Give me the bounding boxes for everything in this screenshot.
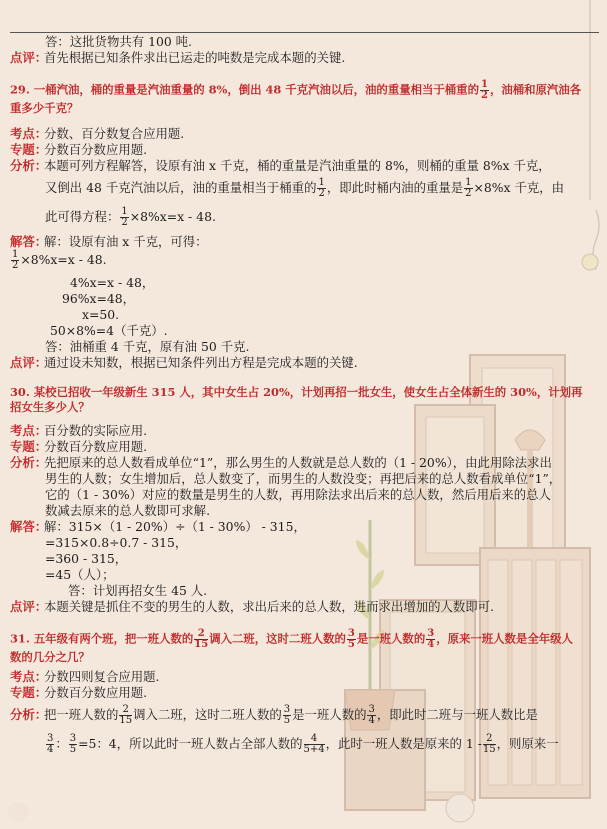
q30-kaodian-row: 考点：百分数的实际应用. <box>10 423 148 438</box>
q30-jieda-line-4: =45（人）； <box>45 567 115 582</box>
question-31-title: 31. 五年级有两个班，把一班人数的 $\frac{2}{15}$ 调入二班，这时二班人数的 $\frac{3}{5}$ 是一班人数的 $\frac{3}{4}$ ，原来一班人数是全年级人 数的几分之几？ <box>10 628 573 664</box>
answer-line: 答：这批货物共有 100 吨. <box>45 34 192 49</box>
q30-dianping-row: 点评：本题关键是抓住不变的男生的人数，求出后来的总人数，进而求出增加的人数即可. <box>10 599 495 614</box>
q30-zhuanti-row: 专题：分数百分数应用题. <box>10 439 148 454</box>
q29-jieda-line-3: 96%x=48， <box>62 291 136 306</box>
q30-fenxi-line-4: 数减去原来的总人数即可求解. <box>45 503 211 518</box>
q29-fenxi-line-3: 此可得方程： $\frac{1}{2}$ ×8%x=x - 48. <box>45 206 216 228</box>
q29-jieda-row: 解答：解：设原有油 x 千克，可得： <box>10 234 208 249</box>
comment-text: 首先根据已知条件求出已运走的吨数是完成本题的关键. <box>44 50 346 65</box>
q30-jieda-line-5: 答：计划再招女生 45 人. <box>68 583 208 598</box>
q30-fenxi-line-3: 它的（1 - 30%）对应的数量是男生的人数，再用除法求出后来的总人数，然后用后来的总人 <box>45 487 551 502</box>
q30-jieda-line-2: =315×0.8÷0.7 - 315， <box>45 535 188 550</box>
q29-jieda-line-6: 答：油桶重 4 千克，原有油 50 千克. <box>45 339 250 354</box>
question-30-title: 30. 某校已招收一年级新生 315 人，其中女生占 20%，计划再招一批女生，使女生占全体新生的 30%，计划再招女生多少人？ <box>10 385 583 414</box>
q30-fenxi-line-2: 男生的人数；女生增加后，总人数变了，而男生的人数没变；再把后来的总人数看成单位“1”， <box>45 471 562 486</box>
q29-jieda-line-4: x=50. <box>82 307 120 322</box>
q29-jieda-line-5: 50×8%=4（千克）. <box>50 323 168 338</box>
q30-fenxi-row: 分析：先把原来的总人数看成单位“1”，那么男生的人数就是总人数的（1 - 20%），由此用除法求出 <box>10 455 552 470</box>
q31-fenxi-row: 分析：把一班人数的 $\frac{2}{15}$ 调入二班，这时二班人数的 $\frac{3}{5}$ 是一班人数的 $\frac{3}{4}$ ，即此时二班与一班人数比是 <box>10 704 538 726</box>
q29-fenxi-row: 分析：本题可列方程解答，设原有油 x 千克，桶的重量是汽油重量的 8%，则桶的重量 8%x 千克， <box>10 158 551 173</box>
question-29-title: 29. 一桶汽油，桶的重量是汽油重量的 8%，倒出 48 千克汽油以后，油的重量相当于桶重的 $\frac{1}{2}$ ，油桶和原汽油各重多少千克？ <box>10 79 582 115</box>
q29-jieda-line-2: 4%x=x - 48， <box>70 275 155 290</box>
top-rule <box>10 32 599 33</box>
document-page <box>10 34 590 755</box>
q31-kaodian-row: 考点：分数四则复合应用题. <box>10 669 160 684</box>
q29-jieda-line-1: $\frac{1}{2}$ ×8%x=x - 48. <box>12 249 107 271</box>
q29-zhuanti-row: 专题：分数百分数应用题. <box>10 142 148 157</box>
q31-zhuanti-row: 专题：分数百分数应用题. <box>10 685 148 700</box>
q29-kaodian-row: 考点：分数、百分数复合应用题. <box>10 126 185 141</box>
q31-fenxi-line-2: $\frac{3}{4}$ ： $\frac{3}{5}$ =5：4，所以此时一班人数占全部人数的 $\frac{4}{5+4}$ ，此时一班人数是原来的 1 - $\frac{2}{15}$ ，则原来一 <box>47 733 559 755</box>
comment-row <box>10 50 590 66</box>
q29-dianping-row: 点评：通过设未知数，根据已知条件列出方程是完成本题的关键. <box>10 355 358 370</box>
q29-fenxi-line-2: 又倒出 48 千克汽油以后，油的重量相当于桶重的 $\frac{1}{2}$ ，即此时桶内油的重量是 $\frac{1}{2}$ ×8%x 千克，由 <box>45 177 565 199</box>
comment-label: 点评： <box>10 50 48 65</box>
q30-jieda-row: 解答：解：315×（1 - 20%）÷（1 - 30%） - 315， <box>10 519 306 534</box>
q30-jieda-line-3: =360 - 315， <box>45 551 128 566</box>
fraction-one-half: $\frac{1}{2}$ <box>480 79 488 101</box>
